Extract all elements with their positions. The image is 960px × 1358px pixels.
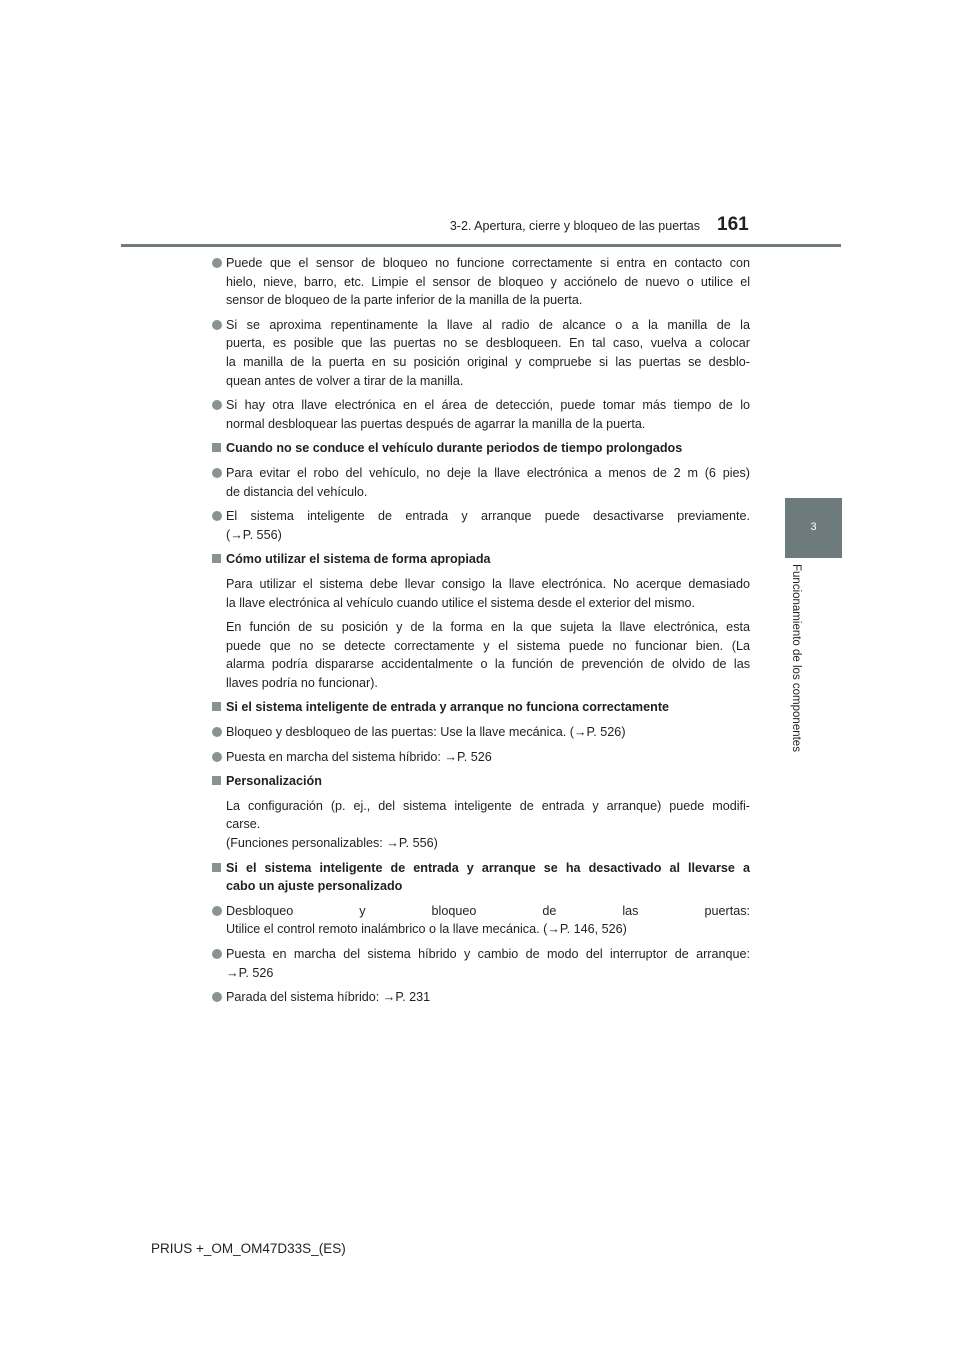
heading-square-icon [212, 863, 221, 872]
bullet-item [212, 748, 750, 767]
text-line: (→P. 556) [226, 527, 282, 542]
bullet-item [212, 316, 750, 390]
text-line: cabo un ajuste personalizado [226, 879, 403, 894]
text-line: Puesta en marcha del sistema híbrido: →P. 526 [226, 749, 492, 764]
heading-square-icon [212, 554, 221, 563]
text-line: sensor de bloqueo de la parte inferior de la manilla de la puerta. [226, 293, 583, 308]
bullet-dot-icon [212, 752, 222, 762]
section-heading [212, 698, 750, 717]
bullet-item [212, 464, 750, 501]
bullet-dot-icon [212, 320, 222, 330]
text-line: Utilice el control remoto inalámbrico o la llave mecánica. (→P. 146, 526) [226, 922, 627, 937]
text-line: puerta, es posible que las puertas no se desbloqueen. En tal caso, vuelva a colocar [226, 336, 750, 351]
document-footer: PRIUS +_OM_OM47D33S_(ES) [151, 1241, 346, 1256]
chapter-tab-number: 3 [810, 521, 817, 533]
text-line: Para evitar el robo del vehículo, no deje la llave electrónica a menos de 2 m (6 pies) [226, 465, 750, 480]
paragraph [212, 575, 750, 612]
bullet-item [212, 396, 750, 433]
text-line: normal desbloquear las puertas después de agarrar la manilla de la puerta. [226, 416, 646, 431]
text-line: En función de su posición y de la forma en la que sujeta la llave electrónica, esta [226, 620, 750, 635]
text-line: Si el sistema inteligente de entrada y arranque no funciona correctamente [226, 700, 670, 715]
text-line: Si el sistema inteligente de entrada y arranque se ha desactivado al llevarse a [226, 860, 750, 875]
heading-square-icon [212, 776, 221, 785]
text-line: carse. [226, 817, 261, 832]
bullet-dot-icon [212, 258, 222, 268]
text-line: de distancia del vehículo. [226, 484, 368, 499]
text-line: la manilla de la puerta en su posición original y compruebe si las puertas se desblo- [226, 354, 750, 369]
text-line: Personalización [226, 774, 322, 789]
text-line: Si hay otra llave electrónica en el área de detección, puede tomar más tiempo de lo [226, 398, 750, 413]
section-heading [212, 439, 750, 458]
text-line: hielo, nieve, barro, etc. Limpie el sensor de bloqueo y acciónelo de nuevo o utilice el [226, 274, 750, 289]
text-line: quean antes de volver a tirar de la manilla. [226, 373, 464, 388]
bullet-dot-icon [212, 992, 222, 1002]
heading-square-icon [212, 443, 221, 452]
bullet-dot-icon [212, 906, 222, 916]
text-line: La configuración (p. ej., del sistema inteligente de entrada y arranque) puede modifi- [226, 798, 750, 813]
text-line: (Funciones personalizables: →P. 556) [226, 836, 438, 851]
bullet-item [212, 723, 750, 742]
bullet-dot-icon [212, 468, 222, 478]
bullet-item [212, 254, 750, 310]
bullet-dot-icon [212, 511, 222, 521]
page-number: 161 [717, 214, 749, 235]
text-line: El sistema inteligente de entrada y arranque puede desactivarse previamente. [226, 509, 750, 524]
section-heading [212, 550, 750, 569]
text-line: Puede que el sensor de bloqueo no funcione correctamente si entra en contacto con [226, 256, 750, 270]
bullet-item [212, 507, 750, 544]
text-line: Puesta en marcha del sistema híbrido y cambio de modo del interruptor de arranque: [226, 947, 750, 961]
text-line: alarma podría dispararse accidentalmente o la función de prevención de olvido de las [226, 657, 750, 672]
chapter-tab-label: Funcionamiento de los componentes [790, 564, 802, 752]
text-line: Si se aproxima repentinamente la llave al radio de alcance o a la manilla de la [226, 317, 750, 332]
text-line: Bloqueo y desbloqueo de las puertas: Use la llave mecánica. (→P. 526) [226, 725, 626, 740]
bullet-dot-icon [212, 949, 222, 959]
bullet-dot-icon [212, 400, 222, 410]
text-line: la llave electrónica al vehículo cuando utilice el sistema desde el exterior del mismo. [226, 595, 696, 610]
paragraph [212, 618, 750, 692]
section-heading [212, 772, 750, 791]
text-line: Para utilizar el sistema debe llevar consigo la llave electrónica. No acerque demasiado [226, 576, 750, 591]
header-divider [121, 244, 841, 247]
text-line: Desbloqueo y bloqueo de las puertas: [226, 903, 750, 918]
paragraph [212, 797, 750, 853]
bullet-item [212, 902, 750, 939]
bullet-dot-icon [212, 727, 222, 737]
text-line: →P. 526 [226, 965, 274, 980]
section-heading [212, 859, 750, 896]
bullet-item [212, 988, 750, 1007]
page-body [212, 254, 750, 1013]
running-header-section: 3-2. Apertura, cierre y bloqueo de las puertas [449, 219, 700, 233]
text-line: Cuando no se conduce el vehículo durante periodos de tiempo prolongados [226, 441, 683, 456]
text-line: puede que no se detecte correctamente y el sistema puede no funcionar bien. (La [226, 638, 750, 653]
text-line: Cómo utilizar el sistema de forma apropiada [226, 552, 491, 567]
bullet-item [212, 945, 750, 982]
text-line: llaves podría no funcionar). [226, 675, 378, 690]
heading-square-icon [212, 702, 221, 711]
text-line: Parada del sistema híbrido: →P. 231 [226, 990, 431, 1005]
